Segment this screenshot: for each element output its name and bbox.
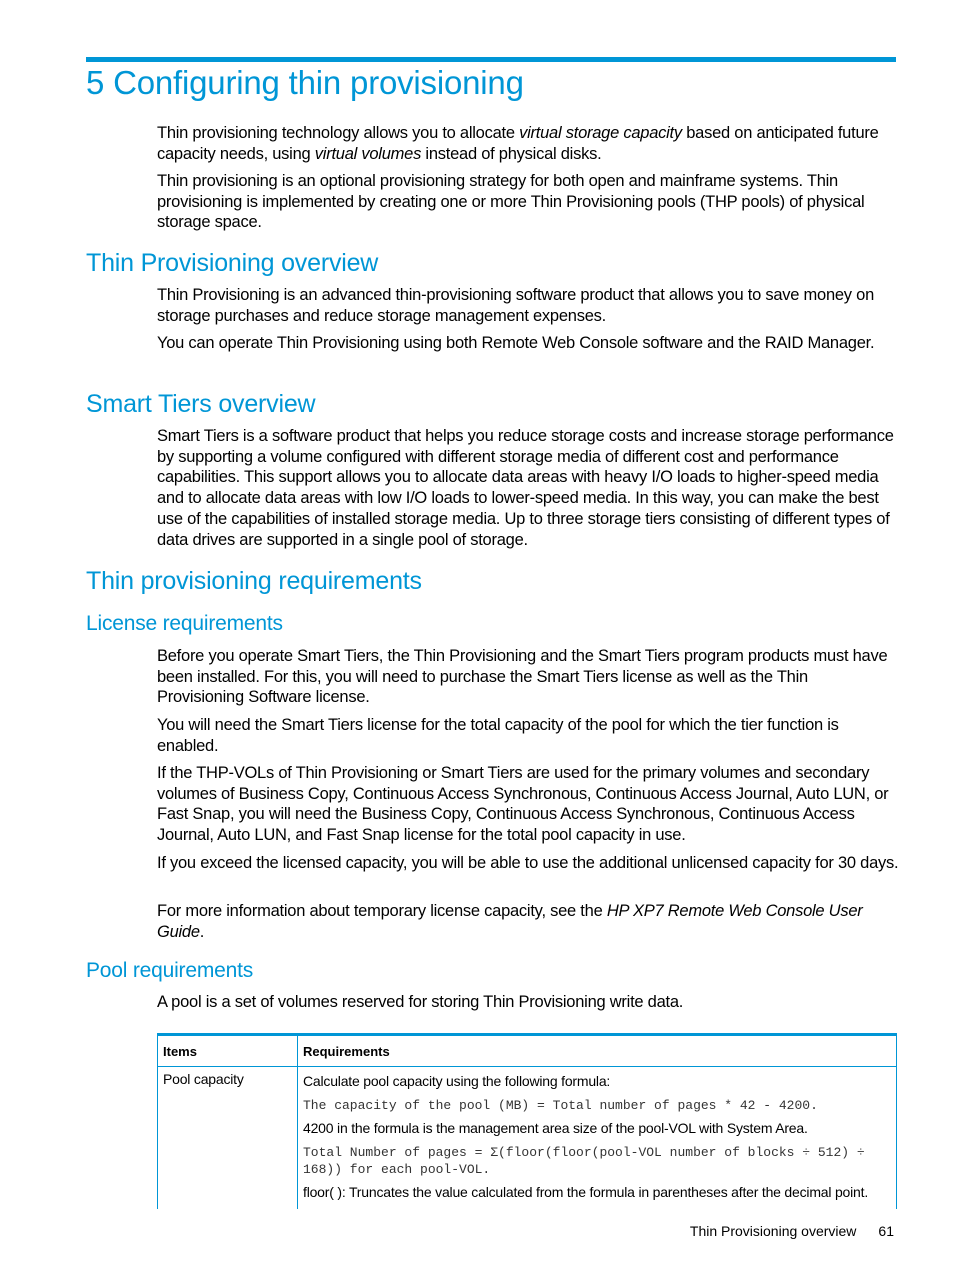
- table-header-row: [158, 1035, 897, 1067]
- license-paragraph-4: If you exceed the licensed capacity, you will be able to use the additional unlicensed capacity for 30 days.: [157, 854, 899, 872]
- guide-title: HP XP7 Remote Web Console User Guide: [157, 902, 863, 941]
- page-number: 61: [878, 1223, 894, 1239]
- pool-requirements-table: [157, 1033, 897, 1209]
- pool-paragraph: A pool is a set of volumes reserved for storing Thin Provisioning write data.: [157, 993, 684, 1011]
- license-paragraph-2: You will need the Smart Tiers license for the total capacity of the pool for which the tier function is enabled.: [157, 716, 839, 755]
- chapter-title: 5 Configuring thin provisioning: [86, 64, 524, 101]
- page-footer: [690, 1223, 894, 1239]
- st-overview-paragraph: Smart Tiers is a software product that helps you reduce storage costs and increase storage performance by supporting a volume configured with different storage media of different cost and performance capabilities. This support allows you to allocate data areas with heavy I/O loads to higher-speed media and to allocate data areas with low I/O loads to lower-speed media. In this way, you can make the best use of the capabilities of installed storage media. Up to three storage tiers consisting of different types of data drives are supported in a single pool of storage.: [157, 427, 894, 549]
- capacity-formula: The capacity of the pool (MB) = Total number of pages * 42 - 4200.: [303, 1098, 818, 1113]
- subsection-heading-pool: Pool requirements: [86, 959, 254, 982]
- tp-overview-paragraph-2: You can operate Thin Provisioning using both Remote Web Console software and the RAID Manager.: [157, 334, 875, 352]
- intro-text: instead of physical disks.: [421, 144, 602, 163]
- section-heading-tp-overview: Thin Provisioning overview: [86, 249, 379, 277]
- floor-note: floor( ): Truncates the value calculated from the formula in parentheses after the decimal point.: [303, 1184, 869, 1200]
- subsection-heading-license: License requirements: [86, 612, 283, 635]
- row-requirements-cell: [298, 1067, 897, 1210]
- tp-overview-paragraph-1: Thin Provisioning is an advanced thin-provisioning software product that allows you to save money on storage purchases and reduce storage management expenses.: [157, 286, 874, 325]
- license-text: For more information about temporary license capacity, see the: [157, 902, 607, 920]
- intro-text: based on anticipated future capacity needs, using: [157, 124, 879, 163]
- intro-emphasis: virtual storage capacity: [519, 124, 682, 142]
- intro-paragraph-1: [157, 123, 899, 164]
- pages-formula: Total Number of pages = Σ(floor(floor(pool-VOL number of blocks ÷ 512) ÷ 168)) for each pool-VOL.: [303, 1145, 865, 1177]
- chapter-rule: [86, 57, 896, 62]
- license-paragraph-3: If the THP-VOLs of Thin Provisioning or Smart Tiers are used for the primary volumes and secondary volumes of Business Copy, Continuous Access Synchronous, Continuous Access Journal, Auto LUN, or Fast Snap, you will need the Business Copy, Continuous Access Synchronous, Continuous Access Journal, Auto LUN, and Fast Snap license for the total pool capacity in use.: [157, 764, 889, 845]
- intro-emphasis: virtual volumes: [314, 144, 422, 163]
- row-item-cell: Pool capacity: [158, 1067, 298, 1210]
- license-paragraph-1: Before you operate Smart Tiers, the Thin Provisioning and the Smart Tiers program products must have been installed. For this, you will need to purchase the Smart Tiers license as well as the Thin Provisioning Software license.: [157, 647, 888, 707]
- license-paragraph-5: [157, 901, 899, 942]
- column-header-items: Items: [158, 1035, 298, 1067]
- license-text: .: [199, 922, 205, 941]
- intro-text: Thin provisioning technology allows you to allocate: [157, 124, 520, 142]
- section-heading-requirements: Thin provisioning requirements: [86, 567, 422, 595]
- formula-intro: Calculate pool capacity using the following formula:: [303, 1073, 611, 1089]
- formula-note: 4200 in the formula is the management area size of the pool-VOL with System Area.: [303, 1120, 808, 1136]
- column-header-requirements: Requirements: [298, 1035, 897, 1067]
- section-heading-st-overview: Smart Tiers overview: [86, 390, 316, 418]
- table-row: [158, 1067, 897, 1210]
- intro-paragraph-2: Thin provisioning is an optional provisioning strategy for both open and mainframe systems. Thin provisioning is implemented by creating one or more Thin Provisioning pools (THP pools) of physical storage space.: [157, 172, 865, 232]
- footer-section-title: Thin Provisioning overview: [689, 1223, 857, 1239]
